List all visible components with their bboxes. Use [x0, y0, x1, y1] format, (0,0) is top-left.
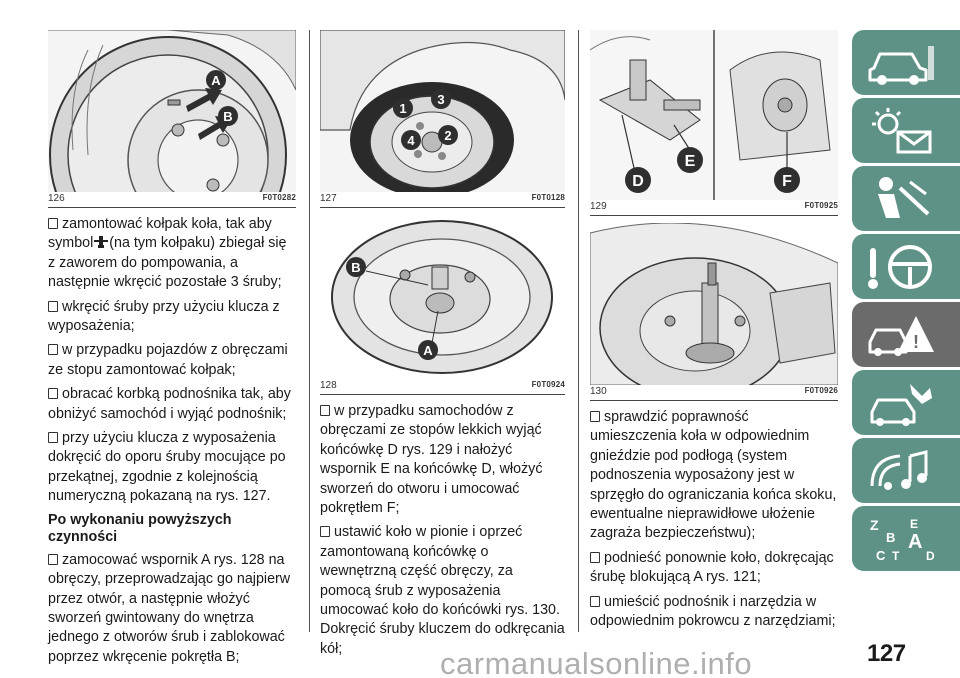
- checkbox-icon: [48, 218, 58, 229]
- checkbox-icon: [48, 388, 58, 399]
- figure-128-spare-wheel-bracket: [320, 215, 565, 379]
- bullet-4: obracać korbką podnośnika tak, aby obniżyć samochód i wyjąć podnośnik;: [48, 386, 291, 422]
- valve-symbol-icon: [93, 235, 109, 249]
- bullet-1: w przypadku samochodów z obręczami ze stopów lekkich wyjąć końcówkę D rys. 129 i nałożyć wspornik E na końcówkę D, włożyć sworzeń do otworu i umocować pokrętłem F;: [320, 403, 543, 517]
- column-divider: [578, 30, 579, 632]
- emergency-icon: [866, 310, 936, 360]
- bullet-1: sprawdzić poprawność umieszczenia koła w odpowiednim gnieździe pod podłogą (system podnoszenia wyposażony jest w sprzęgło do ograniczania końca skoku, ewentualne nieprawidłowe ułożenie zagraża bezpieczeństwu);: [590, 409, 837, 542]
- figure-number: 130: [590, 386, 607, 397]
- figure-code: F0T0925: [804, 201, 838, 210]
- figure-129-illustration: [590, 30, 838, 200]
- figure-number: 128: [320, 380, 337, 391]
- tab-index[interactable]: [852, 506, 960, 571]
- figure-code: F0T0924: [531, 380, 565, 389]
- bullet-1: zamontować kołpak koła, tak aby symbol (na tym kołpaku) zbiegał się z zaworem do pompowania, a następnie wkręcić pozostałe 3 śruby;: [48, 216, 287, 291]
- bullet-2: wkręcić śruby przy użyciu klucza z wyposażenia;: [48, 298, 280, 335]
- tab-safety[interactable]: [852, 166, 960, 231]
- label-b: B: [223, 109, 233, 124]
- index-icon: [866, 514, 936, 564]
- label-1: 1: [399, 101, 407, 116]
- figure-130-illustration: [590, 223, 838, 385]
- figure-127-bolt-order: [320, 30, 565, 192]
- label-b: B: [351, 260, 361, 275]
- checkbox-icon: [48, 554, 58, 565]
- checkbox-icon: [48, 301, 58, 312]
- figure-number: 127: [320, 193, 337, 204]
- bullet-5: przy użyciu klucza z wyposażenia dokręcić do oporu śruby mocujące po przekątnej, zgodnie z kolejnością numeryczną pokazaną na rys. 127.: [48, 430, 286, 505]
- checkbox-icon: [590, 552, 600, 563]
- safety-icon: [866, 174, 936, 224]
- label-4: 4: [407, 133, 415, 148]
- figure-code: F0T0926: [804, 386, 838, 395]
- chapter-tabs: [852, 30, 960, 574]
- figure-128-illustration: [320, 215, 565, 379]
- multimedia-icon: [866, 446, 936, 496]
- checkbox-icon: [320, 405, 330, 416]
- label-e: E: [684, 153, 696, 170]
- figure-127-illustration: [320, 30, 565, 192]
- maintenance-icon: [866, 378, 936, 428]
- label-d: D: [632, 173, 644, 190]
- column-2-text: [320, 402, 565, 659]
- label-a: A: [211, 73, 221, 88]
- checkbox-icon: [590, 596, 600, 607]
- label-2: 2: [444, 128, 452, 143]
- index-letter-e: E: [910, 517, 919, 531]
- driving-icon: [866, 242, 936, 292]
- checkbox-icon: [590, 411, 600, 422]
- figure-126-caption: [48, 192, 296, 208]
- figure-126-wheel-cap: [48, 30, 296, 192]
- figure-code: F0T0282: [262, 193, 296, 202]
- label-f: F: [782, 173, 792, 190]
- column-3: [590, 30, 838, 636]
- svg-text:!: !: [913, 332, 919, 352]
- section-heading: Po wykonaniu powyższych czynności: [48, 511, 232, 545]
- column-3-text: [590, 408, 838, 631]
- index-letter-z: Z: [870, 517, 879, 533]
- checkbox-icon: [320, 526, 330, 537]
- column-2: [320, 30, 565, 664]
- warning-lights-icon: [866, 106, 936, 156]
- bullet-6: zamocować wspornik A rys. 128 na obręczy, przeprowadzając go najpierw przez otwór, a następnie włożyć sworzeń gwintowany do wnętrza jednego z otworów śrub i zablokować poprzez wkręcenie pokrętła B;: [48, 551, 291, 665]
- figure-code: F0T0128: [531, 193, 565, 202]
- page-number: 127: [867, 640, 906, 667]
- checkbox-icon: [48, 432, 58, 443]
- index-letter-d: D: [926, 549, 935, 563]
- figure-129-bracket-parts: [590, 30, 838, 200]
- figure-128-caption: [320, 379, 565, 395]
- index-letter-t: T: [892, 549, 900, 563]
- figure-130-caption: [590, 385, 838, 401]
- car-info-icon: [866, 38, 936, 88]
- column-divider: [309, 30, 310, 632]
- figure-number: 129: [590, 201, 607, 212]
- bullet-3: w przypadku pojazdów z obręczami ze stopu zamontować kołpak;: [48, 342, 288, 378]
- figure-130-wheel-mounting: [590, 223, 838, 385]
- figure-129-caption: [590, 200, 838, 216]
- tab-driving[interactable]: [852, 234, 960, 299]
- tab-multimedia[interactable]: [852, 438, 960, 503]
- index-letter-b: B: [886, 530, 896, 545]
- figure-126-illustration: [48, 30, 296, 192]
- tab-emergency[interactable]: [852, 302, 960, 367]
- bullet-3: umieścić podnośnik i narzędzia w odpowiednim pokrowcu z narzędziami;: [590, 593, 836, 630]
- index-letter-c: C: [876, 548, 886, 563]
- figure-127-caption: [320, 192, 565, 208]
- label-3: 3: [437, 92, 445, 107]
- bullet-2: podnieść ponownie koło, dokręcając śrubę blokującą A rys. 121;: [590, 549, 834, 586]
- tab-maintenance[interactable]: [852, 370, 960, 435]
- checkbox-icon: [48, 344, 58, 355]
- column-1-text: [48, 215, 296, 667]
- index-letter-a: A: [908, 531, 923, 553]
- watermark: carmanualsonline.info: [440, 646, 753, 678]
- tab-warning-lights[interactable]: [852, 98, 960, 163]
- label-a: A: [423, 343, 433, 358]
- figure-number: 126: [48, 193, 65, 204]
- tab-car-info[interactable]: [852, 30, 960, 95]
- bullet-2: ustawić koło w pionie i oprzeć zamontowaną końcówkę o wewnętrzną część obręczy, za pomocą śrub z wyposażenia umocować koło do końcówki rys. 130. Dokręcić śruby kluczem do odkręcania kół;: [320, 524, 565, 657]
- column-1: [48, 30, 296, 672]
